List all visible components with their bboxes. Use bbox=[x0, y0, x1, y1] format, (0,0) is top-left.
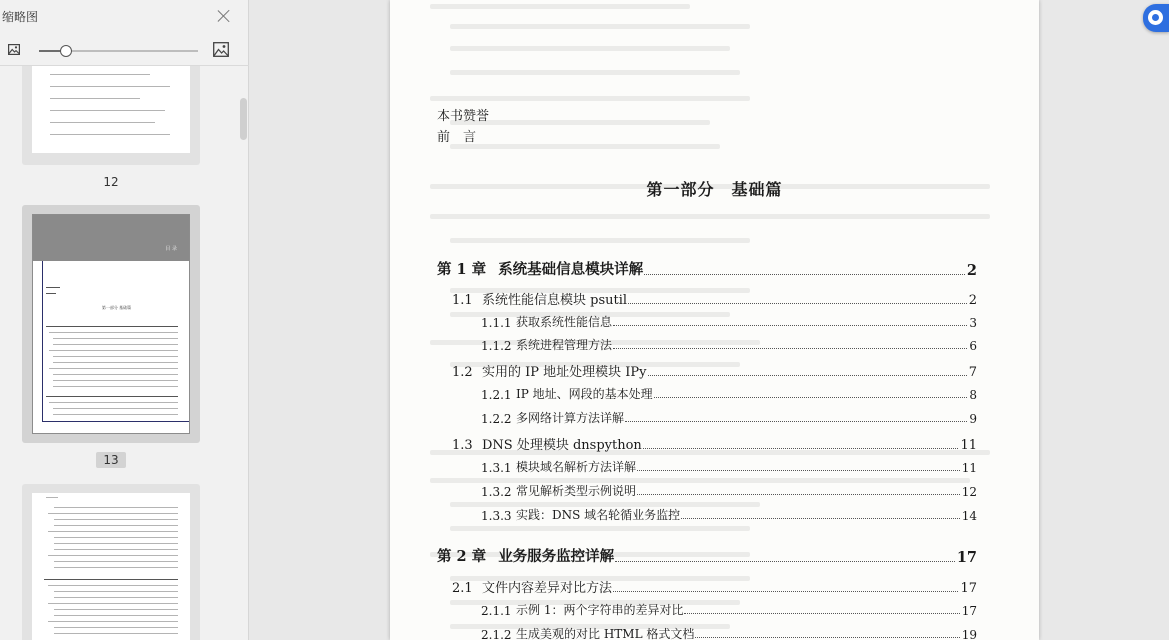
toc-leader-dots bbox=[695, 637, 959, 638]
toc-entry-number: 第 1 章 bbox=[437, 261, 487, 278]
toc-leader-dots bbox=[637, 470, 960, 471]
thumbnail-page-image bbox=[32, 66, 190, 153]
thumbnail-part-title: 第一部分 基础篇 bbox=[101, 305, 132, 310]
toc-entry-page: 2 bbox=[966, 262, 977, 279]
toc-section-entry[interactable] bbox=[452, 361, 977, 380]
thumbnail-panel-header bbox=[0, 0, 248, 34]
toc-entry-number: 1.1.2 bbox=[481, 339, 512, 353]
thumbnail-header-band bbox=[33, 215, 190, 261]
toc-subsection-entry[interactable] bbox=[481, 313, 977, 330]
zoom-slider-handle[interactable] bbox=[60, 45, 72, 57]
toc-entry-number: 2.1.1 bbox=[481, 604, 512, 618]
toc-subsection-entry[interactable] bbox=[481, 482, 977, 499]
toc-entry-page: 6 bbox=[969, 339, 977, 353]
toc-entry-page: 17 bbox=[956, 549, 977, 566]
toc-leader-dots bbox=[643, 448, 959, 449]
toc-subsection-entry[interactable] bbox=[481, 625, 977, 640]
toc-entry-number: 1.2 bbox=[452, 365, 473, 380]
toc-subsection-entry[interactable] bbox=[481, 336, 977, 353]
thumbnail-zoom-control bbox=[0, 38, 248, 64]
toc-entry-number: 1.1.1 bbox=[481, 316, 512, 330]
thumbnail-page-number-selected: 13 bbox=[96, 452, 126, 468]
part-title: 第一部分 基础篇 bbox=[646, 180, 783, 199]
thumbnail-panel bbox=[0, 0, 249, 640]
toc-entry-title: 多网络计算方法详解 bbox=[516, 411, 625, 425]
toc-entry-title: 系统进程管理方法 bbox=[516, 338, 613, 352]
thumbnail-panel-title: 缩略图 bbox=[2, 10, 39, 24]
toc-entry-number: 2.1 bbox=[452, 581, 473, 596]
thumbnail-heading: 目 录 bbox=[165, 246, 177, 252]
assistant-float-icon[interactable] bbox=[1143, 4, 1169, 32]
toc-leader-dots bbox=[613, 325, 967, 326]
toc-leader-dots bbox=[637, 494, 960, 495]
toc-leader-dots bbox=[681, 518, 960, 519]
toc-entry-number: 1.2.2 bbox=[481, 412, 512, 426]
small-image-icon[interactable] bbox=[8, 44, 20, 55]
toc-entry-title: 实践：DNS 域名轮循业务监控 bbox=[516, 508, 681, 522]
toc-entry-number: 第 2 章 bbox=[437, 548, 487, 565]
toc-entry-number: 1.3.3 bbox=[481, 509, 512, 523]
toc-chapter-entry[interactable] bbox=[437, 258, 977, 279]
toc-subsection-entry[interactable] bbox=[481, 601, 977, 618]
toc-entry-title: 系统性能信息模块 psutil bbox=[482, 293, 628, 308]
front-matter-praise[interactable]: 本书赞誉 bbox=[437, 109, 490, 124]
toc-entry-title: 系统基础信息模块详解 bbox=[498, 261, 644, 278]
toc-entry-title: 文件内容差异对比方法 bbox=[482, 581, 613, 596]
toc-entry-number: 1.3.2 bbox=[481, 485, 512, 499]
toc-entry-number: 1.3.1 bbox=[481, 461, 512, 475]
document-page bbox=[390, 0, 1039, 640]
thumbnail-page-12[interactable] bbox=[22, 66, 200, 165]
toc-leader-dots bbox=[628, 303, 967, 304]
close-icon[interactable] bbox=[217, 9, 231, 23]
toc-entry-page: 9 bbox=[969, 412, 977, 426]
toc-leader-dots bbox=[613, 348, 967, 349]
toc-entry-page: 8 bbox=[969, 388, 977, 402]
toc-entry-page: 2 bbox=[968, 293, 977, 308]
toc-entry-page: 12 bbox=[961, 485, 977, 499]
toc-entry-page: 17 bbox=[960, 581, 977, 596]
document-viewport[interactable] bbox=[249, 0, 1169, 640]
thumbnail-scrollbar[interactable] bbox=[240, 98, 247, 140]
large-image-icon[interactable] bbox=[213, 42, 229, 57]
toc-entry-page: 11 bbox=[961, 461, 977, 475]
thumbnail-page-image bbox=[32, 214, 190, 434]
toc-entry-page: 14 bbox=[961, 509, 977, 523]
toc-section-entry[interactable] bbox=[452, 577, 977, 596]
toc-entry-title: IP 地址、网段的基本处理 bbox=[516, 387, 653, 401]
toc-entry-number: 1.3 bbox=[452, 438, 473, 453]
toc-leader-dots bbox=[625, 421, 967, 422]
toc-leader-dots bbox=[684, 613, 959, 614]
toc-entry-title: 生成美观的对比 HTML 格式文档 bbox=[516, 627, 695, 640]
toc-entry-number: 1.1 bbox=[452, 293, 473, 308]
toc-leader-dots bbox=[615, 561, 955, 562]
toc-subsection-entry[interactable] bbox=[481, 409, 977, 426]
toc-entry-title: 模块域名解析方法详解 bbox=[516, 460, 637, 474]
toc-subsection-entry[interactable] bbox=[481, 385, 977, 402]
toc-leader-dots bbox=[648, 375, 967, 376]
toc-entry-page: 7 bbox=[968, 365, 977, 380]
thumbnail-page-number: 12 bbox=[103, 175, 119, 189]
toc-entry-number: 1.2.1 bbox=[481, 388, 512, 402]
toc-chapter-entry[interactable] bbox=[437, 545, 977, 566]
toc-subsection-entry[interactable] bbox=[481, 506, 977, 523]
toc-entry-number: 2.1.2 bbox=[481, 628, 512, 640]
thumbnail-list[interactable] bbox=[0, 66, 236, 640]
toc-entry-title: 业务服务监控详解 bbox=[498, 548, 615, 565]
thumbnail-zoom-slider[interactable] bbox=[39, 50, 198, 52]
toc-entry-page: 19 bbox=[961, 628, 977, 640]
thumbnail-page-13[interactable] bbox=[22, 205, 200, 443]
toc-leader-dots bbox=[654, 397, 968, 398]
toc-entry-title: 实用的 IP 地址处理模块 IPy bbox=[482, 365, 647, 380]
thumbnail-page-image bbox=[32, 493, 190, 640]
toc-entry-title: 常见解析类型示例说明 bbox=[516, 484, 637, 498]
toc-leader-dots bbox=[644, 274, 965, 275]
front-matter-preface[interactable]: 前 言 bbox=[437, 130, 477, 145]
toc-entry-title: 示例 1：两个字符串的差异对比 bbox=[516, 603, 684, 617]
toc-entry-page: 17 bbox=[961, 604, 977, 618]
toc-section-entry[interactable] bbox=[452, 434, 977, 453]
toc-leader-dots bbox=[613, 591, 958, 592]
toc-entry-title: DNS 处理模块 dnspython bbox=[482, 438, 642, 453]
toc-entry-page: 11 bbox=[960, 438, 977, 453]
thumbnail-page-14[interactable] bbox=[22, 484, 200, 640]
toc-entry-title: 获取系统性能信息 bbox=[516, 315, 613, 329]
toc-section-entry[interactable] bbox=[452, 289, 977, 308]
toc-entry-page: 3 bbox=[969, 316, 977, 330]
toc-subsection-entry[interactable] bbox=[481, 458, 977, 475]
